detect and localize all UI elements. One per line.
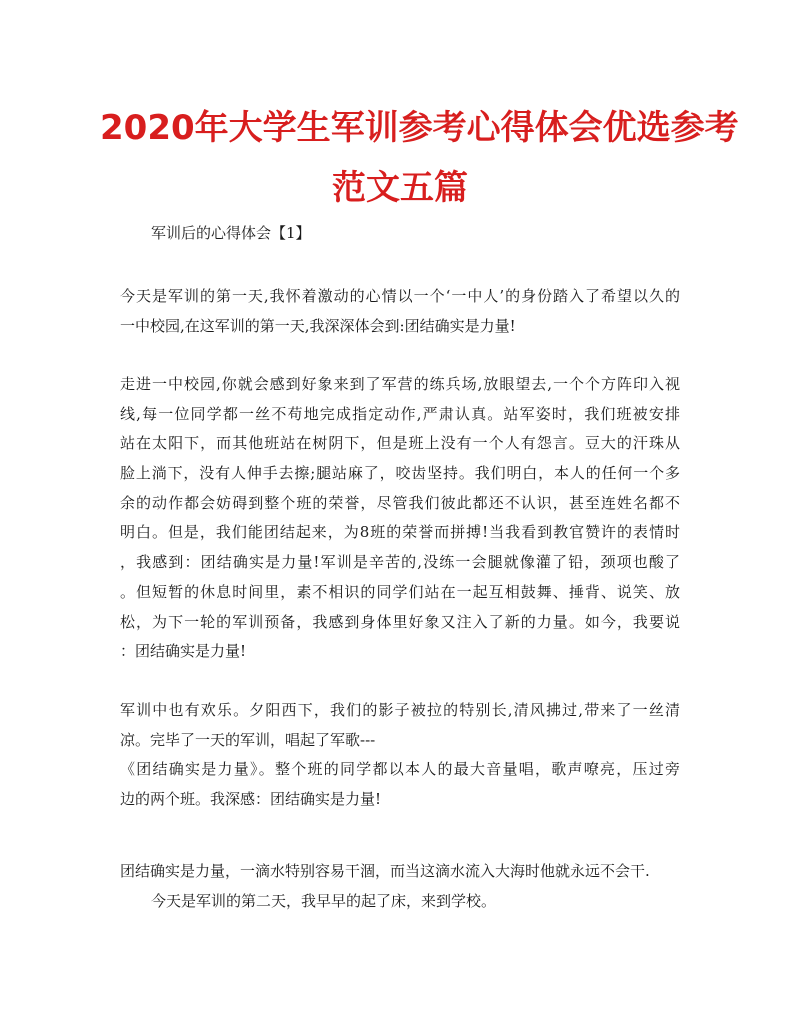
paragraph-2 [120, 370, 680, 667]
paragraph-line: 松，为下一轮的军训预备，我感到身体里好象又注入了新的力量。如今，我要说 [120, 612, 680, 631]
section-subheading: 军训后的心得体会【1】 [151, 224, 311, 242]
paragraph-1 [120, 282, 680, 341]
paragraph-3 [120, 696, 680, 815]
paragraph-5 [151, 887, 711, 917]
paragraph-line: 凉。完毕了一天的军训，唱起了军歌--- [120, 730, 376, 749]
paragraph-line: 线,每一位同学都一丝不苟地完成指定动作,严肃认真。站军姿时，我们班被安排 [120, 404, 680, 423]
paragraph-line: 今天是军训的第二天，我早早的起了床，来到学校。 [151, 892, 497, 910]
paragraph-line: 军训中也有欢乐。夕阳西下，我们的影子被拉的特别长,清风拂过,带来了一丝清 [120, 701, 680, 719]
page-title-line-2: 范文五篇 [332, 168, 468, 208]
page-title-line-1: 2020年大学生军训参考心得体会优选参考 [100, 108, 739, 148]
paragraph-line: ，我感到：团结确实是力量!军训是辛苦的,没练一会腿就像灌了铅，颈项也酸了 [120, 553, 680, 572]
paragraph-line: 边的两个班。我深感：团结确实是力量! [120, 790, 382, 809]
paragraph-4 [120, 857, 680, 887]
paragraph-line: 今天是军训的第一天,我怀着激动的心情以一个‘一中人’的身份踏入了希望以久的 [120, 287, 680, 305]
paragraph-line: 一中校园,在这军训的第一天,我深深体会到:团结确实是力量! [120, 316, 516, 335]
paragraph-line: 。但短暂的休息时间里，素不相识的同学们站在一起互相鼓舞、捶背、说笑、放 [120, 582, 680, 601]
paragraph-line: ：团结确实是力量! [120, 642, 247, 661]
paragraph-line: 走进一中校园,你就会感到好象来到了军营的练兵场,放眼望去,一个个方阵印入视 [120, 375, 680, 393]
paragraph-line: 《团结确实是力量》。整个班的同学都以本人的最大音量唱，歌声嘹亮，压过旁 [120, 760, 680, 779]
paragraph-line: 站在太阳下，而其他班站在树阴下，但是班上没有一个人有怨言。豆大的汗珠从 [120, 434, 680, 453]
paragraph-line: 明白。但是，我们能团结起来，为8班的荣誉而拼搏!当我看到教官赞许的表情时 [120, 523, 680, 542]
paragraph-line: 余的动作都会妨碍到整个班的荣誉，尽管我们彼此都还不认识，甚至连姓名都不 [120, 493, 680, 512]
paragraph-line: 团结确实是力量，一滴水特别容易干涸，而当这滴水流入大海时他就永远不会干. [120, 862, 650, 880]
paragraph-line: 脸上淌下，没有人伸手去擦;腿站麻了，咬齿坚持。我们明白，本人的任何一个多 [120, 464, 680, 483]
